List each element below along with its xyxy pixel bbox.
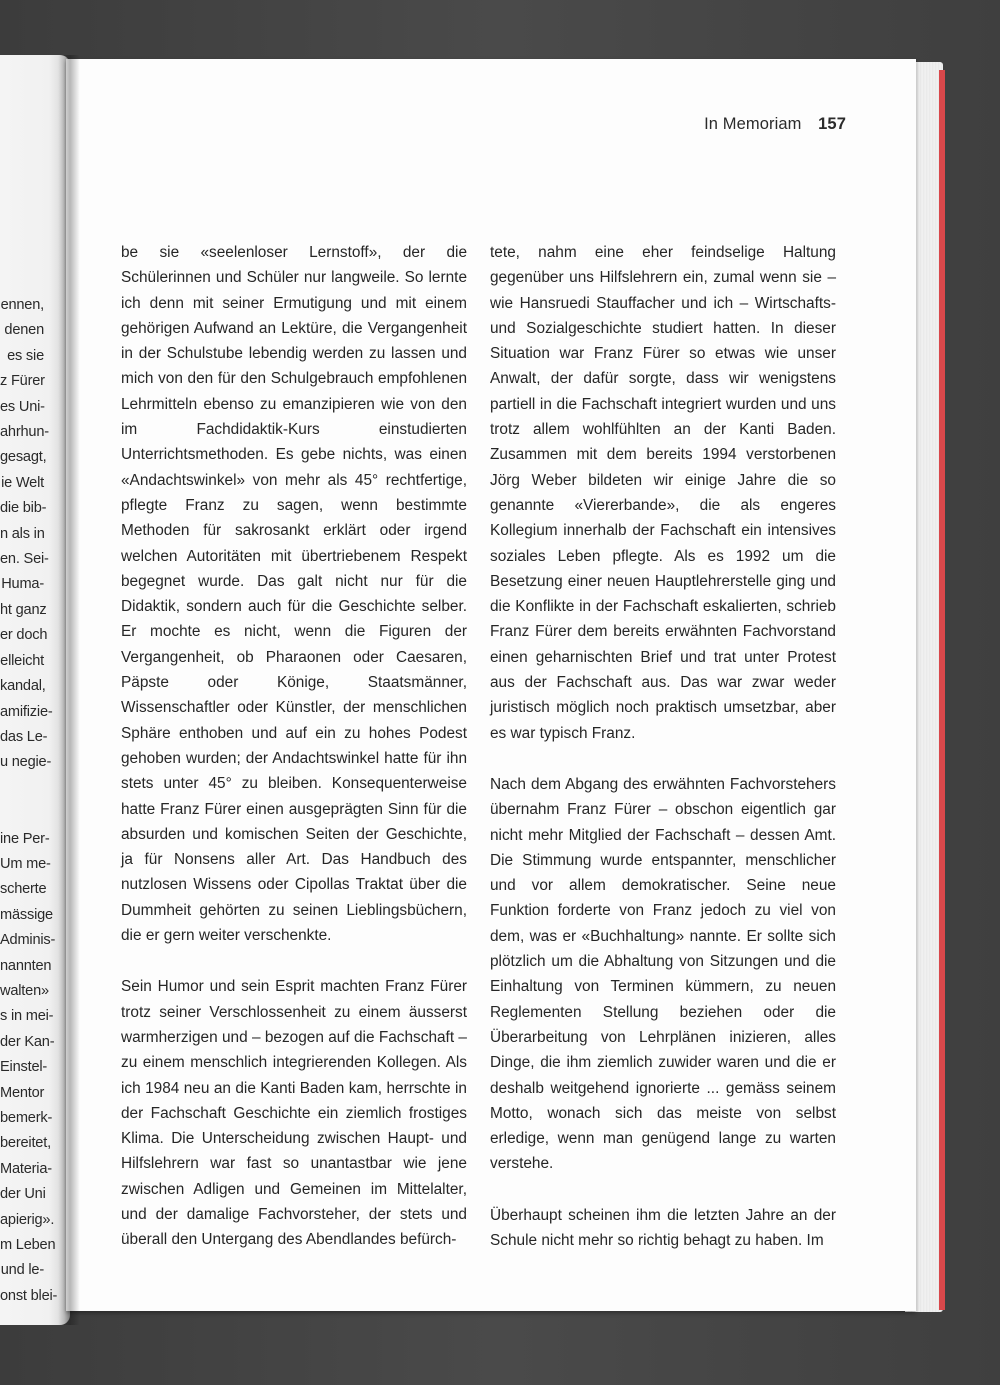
paragraph: Sein Humor und sein Esprit machten Franz Fürer trotz seiner Verschlossenheit zu einem äusserst warmherzigen und – bezogen auf die Fachschaft – zu einem menschlich integrierenden Kollegen. Als ich 1984 neu an die Kanti Baden kam, herrschte in der Fachschaft Geschichte ein ziemlich frostiges Klima. Die Unterscheidung zwischen Haupt- und Hilfslehrern war fast so unantastbar wie jene zwischen Adligen und Gemeinen im Mittelalter, und der damalige Fachvorsteher, der stets und überall den Untergang des Abendlandes befürch-: [121, 978, 467, 1249]
right-page: [66, 59, 916, 1311]
left-fragment: ahrhun-: [0, 424, 49, 441]
left-fragment: kandal,: [0, 678, 46, 695]
left-fragment: ht ganz: [0, 601, 47, 618]
left-fragment: er doch: [0, 627, 48, 644]
paragraph: Überhaupt scheinen ihm die letzten Jahre an der Schule nicht mehr so richtig behagt zu haben. Im: [490, 1206, 836, 1249]
left-fragment: u negie-: [0, 754, 52, 771]
left-fragment: nannten: [0, 957, 52, 974]
left-fragment: ine Per-: [0, 830, 50, 847]
left-fragment: denen: [4, 322, 44, 339]
left-fragment: apierig».: [0, 1211, 55, 1228]
left-fragment: Huma-: [1, 576, 44, 593]
running-head: [704, 115, 846, 134]
left-fragment: [0, 801, 44, 826]
left-fragment: der Kan-: [0, 1033, 55, 1050]
text-column-right: [490, 240, 836, 1253]
page-edge-red-marker: [939, 70, 945, 1310]
gutter-shadow: [58, 55, 80, 1325]
left-fragment: Materia-: [0, 1160, 52, 1177]
left-fragment: es Uni-: [0, 398, 45, 415]
left-fragment: en. Sei-: [0, 551, 49, 568]
left-fragment: elleicht: [0, 652, 44, 669]
left-fragment: bemerk-: [0, 1110, 53, 1126]
left-fragment: n als in: [0, 525, 45, 542]
left-fragment: es sie: [7, 347, 44, 364]
left-fragment: die bib-: [0, 500, 47, 517]
left-fragment: Adminis-: [0, 932, 56, 949]
left-fragment: onst blei-: [0, 1287, 58, 1304]
left-fragment: und le-: [0, 1262, 44, 1279]
running-head-title: In Memoriam: [704, 115, 802, 133]
left-fragment: Einstel-: [0, 1059, 48, 1076]
left-fragment: [0, 776, 44, 801]
left-fragment: der Uni: [0, 1186, 46, 1203]
left-fragment: mässige: [0, 906, 53, 923]
page-number: 157: [818, 115, 846, 133]
left-fragment: das Le-: [0, 728, 48, 745]
left-fragment: gesagt,: [0, 449, 47, 466]
paragraph: Nach dem Abgang des erwähnten Fachvorstehers übernahm Franz Fürer – obschon eigentlich gar nicht mehr Mitglied der Fachschaft – dessen Amt. Die Stimmung wurde entspannter, menschlicher und vor allem demokratischer. Seine neue Funktion forderte von Franz jedoch zu viel von dem, was er «Buchhaltung» nannte. Er sollte sich plötzlich um die Abhaltung von Sitzungen und die Einhaltung von Terminen kümmern, zu neuen Reglementen Stellung beziehen oder die Überarbeitung von Lehrplänen inizieren, alles Dinge, die ihm ziemlich zuwider waren und die er deshalb weitgehend ignorierte ... gemäss seinem Motto, wonach sich das meiste von selbst erledige, wenn man genügend lange zu warten verstehe.: [490, 775, 836, 1173]
left-fragment: scherte: [0, 881, 47, 898]
left-fragment: ie Welt: [1, 474, 44, 491]
left-fragment: m Leben: [0, 1237, 56, 1254]
left-fragment: z Fürer: [0, 373, 45, 390]
paragraph: be sie «seelenloser Lernstoff», der die Schülerinnen und Schüler nur langweile. So lernte ich denn mit seiner Ermutigung und mit einem gehörigen Aufwand an Lektüre, die Vergangenheit in der Schulstube lebendig werden zu lassen und mich von den für den Schulgebrauch empfohlenen Lehrmitteln ebenso zu emanzipieren wie von den im Fachdidaktik-Kurs einstudierten Unterrichtsmethoden. Es gebe nichts, was einen «Andachtswinkel» von mehr als 45° rechtfertige, pflegte Franz zu sagen, wenn bestimmte Methoden für sakrosankt erklärt oder irgend welchen Autoritäten mit übertriebenem Respekt begegnet wurde. Das galt nicht nur für die Didaktik, sondern auch für die Geschichte selber. Er mochte es nicht, wenn die Figuren der Vergangenheit, ob Pharaonen oder Caesaren, Päpste oder Könige, Staatsmänner, Wissenschaftler oder Künstler, der menschlichen Sphäre enthoben und auf ein zu hohes Podest gehoben wurden; der Andachtswinkel hatte für ihn stets unter 45° zu bleiben. Konsequenterweise hatte Franz Fürer einen ausgeprägten Sinn für die absurden und komischen Seiten der Geschichte, ja für Nonsens aller Art. Das Handbuch des nutzlosen Wissens oder Cipollas Traktat über die Dummheit gehörten zu seinen Lieblingsbüchern, die er gern weiter verschenkte.: [121, 244, 467, 945]
left-fragment: ennen,: [0, 297, 44, 313]
left-fragment: Mentor: [0, 1084, 45, 1101]
left-fragment: s in mei-: [0, 1008, 54, 1025]
text-column-left: [121, 240, 467, 1253]
left-fragment: amifizie-: [0, 703, 53, 720]
left-fragment: bereitet,: [0, 1135, 51, 1152]
left-fragment: Um me-: [0, 855, 51, 872]
left-page-text-fragments: [0, 293, 58, 1309]
paragraph: tete, nahm eine eher feindselige Haltung gegenüber uns Hilfslehrern ein, zumal wenn sie – wie Hansruedi Stauffacher und ich – Wirtschafts- und Sozialgeschichte studiert hatten. In dieser Situation war Franz Fürer so etwas wie unser Anwalt, der dafür sorgte, dass wir wenigstens partiell in die Fachschaft integriert wurden und uns trotz allem wohlfühlten an der Kanti Baden. Zusammen mit dem bereits 1994 verstorbenen Jörg Weber bildeten wir einige Jahre die so genannte «Viererbande», die als engeres Kollegium innerhalb der Fachschaft ein intensives soziales Leben pflegte. Als es 1992 um die Besetzung einer neuen Hauptlehrerstelle ging und die Konflikte in der Fachschaft eskalierten, schrieb Franz Fürer dem bereits erwähnten Fachvorstand einen geharnischten Brief und trat unter Protest aus der Fachschaft aus. Das war zwar weder juristisch möglich noch praktisch umsetzbar, aber es war typisch Franz.: [490, 244, 836, 742]
left-fragment: walten»: [0, 982, 49, 999]
